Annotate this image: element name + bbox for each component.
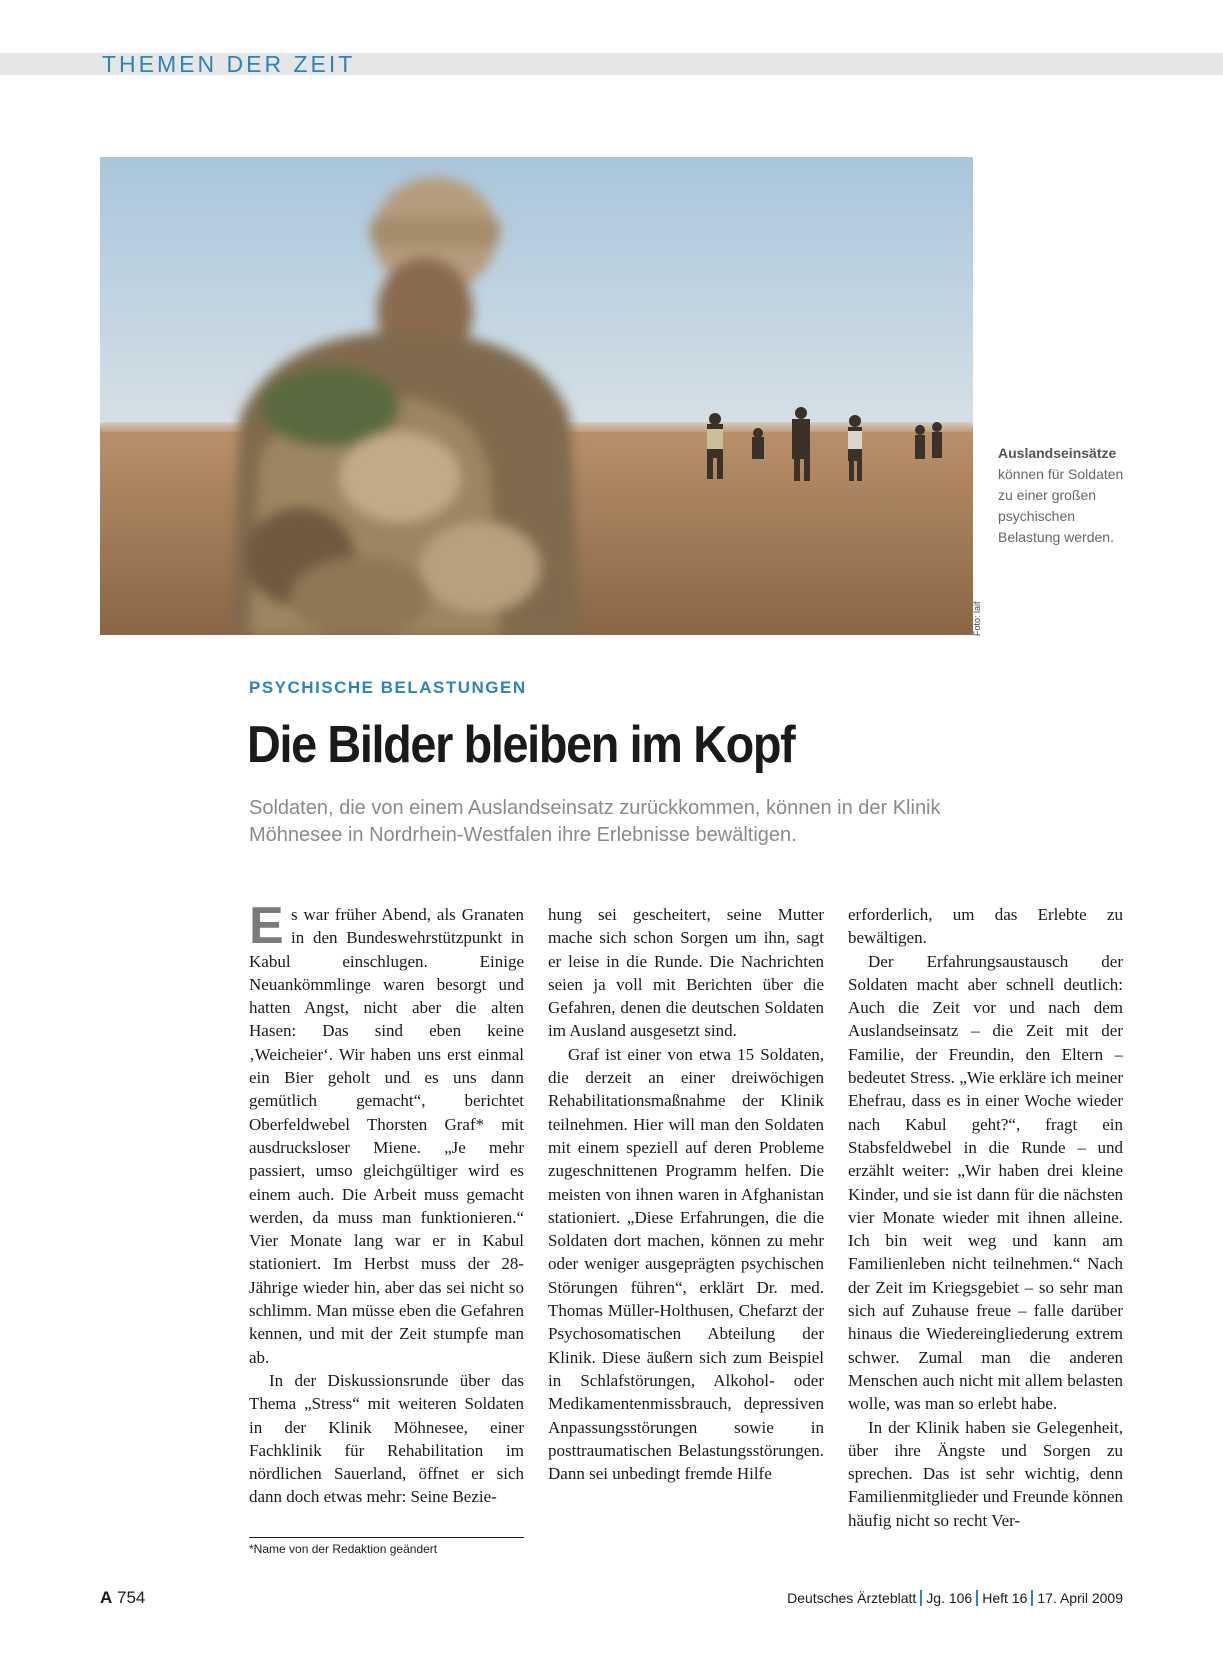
page-number: [100, 1588, 145, 1608]
footnote: *Name von der Redaktion geändert: [249, 1542, 438, 1556]
text-column-3: [848, 903, 1123, 1532]
section-label: THEMEN DER ZEIT: [102, 51, 356, 77]
page-prefix: A: [100, 1588, 113, 1607]
separator: [920, 1590, 922, 1606]
paragraph-text: s war früher Abend, als Granaten in den Bundeswehrstützpunkt in Kabul einschlugen. Einige Neuankömmlinge waren besorgt und hatten Angst, nicht aber die alten Hasen: Das sind eben keine ‚Weicheier‘. Wir haben uns erst einmal ein Bier geholt und es uns dann gemütlich gemacht“, berichtet Oberfeldwebel Thorsten Graf* mit ausdrucksloser Miene. „Je mehr passiert, umso gleichgültiger wird es einem auch. Die Arbeit muss gemacht werden, da muss man funktionieren.“ Vier Monate lang war er in Kabul stationiert. Im Herbst muss der 28-Jährige wieder hin, aber das sei nicht so schlimm. Man müsse eben die Gefahren kennen, und mit der Zeit stumpfe man ab.: [249, 905, 524, 1367]
volume: Jg. 106: [926, 1590, 973, 1606]
photo-credit: Foto: laif: [972, 601, 982, 636]
photo-caption: [998, 443, 1133, 548]
footer-info: [787, 1590, 1123, 1606]
text-column-2: [548, 903, 824, 1485]
paragraph: [249, 897, 524, 1369]
article-kicker: PSYCHISCHE BELASTUNGEN: [249, 678, 527, 697]
article-headline: Die Bilder bleiben im Kopf: [247, 716, 795, 774]
article-lede: Soldaten, die von einem Auslandseinsatz zurückkommen, können in der Klinik Möhnesee in Nordrhein-Westfalen ihre Erlebnisse bewältigen.: [249, 797, 941, 846]
paragraph: hung sei gescheitert, seine Mutter mache sich schon Sorgen um ihn, sagt er leise in die Runde. Die Nachrichten seien ja voll mit Berichten über die Gefahren, denen die deutschen Soldaten im Ausland ausgesetzt sind.: [548, 905, 824, 1041]
article-photo: [100, 157, 973, 635]
footnote-divider: [249, 1537, 524, 1538]
page-number-value: 754: [117, 1588, 146, 1607]
paragraph: Der Erfahrungsaustausch der Soldaten macht aber schnell deutlich: Auch die Zeit vor und nach dem Auslandseinsatz – die Zeit mit der Familie, der Freundin, den Eltern – bedeutet Stress. „Wie erkläre ich meiner Ehefrau, dass es in einer Woche wieder nach Kabul geht?“, fragt ein Stabsfeldwebel in die Runde – und erzählt weiter: „Wir haben drei kleine Kinder, und sie ist dann für die nächsten vier Monate wieder mit ihnen alleine. Ich bin weit weg und kann am Familienleben nicht teilnehmen.“ Nach der Zeit im Kriegsgebiet – so sehr man sich auf Zuhause freue – falle darüber hinaus die Wiedereingliederung extrem schwer. Zumal man die anderen Menschen auch nicht mit allem belasten wolle, was man so erlebt habe.: [848, 951, 1123, 1414]
paragraph: erforderlich, um das Erlebte zu bewältigen.: [848, 905, 1123, 948]
paragraph: In der Klinik haben sie Gelegenheit, über ihre Ängste und Sorgen zu sprechen. Das ist sehr wichtig, denn Familienmitglieder und Freunde können häufig nicht so recht Ver-: [848, 1417, 1123, 1530]
issue: Heft 16: [982, 1590, 1028, 1606]
journal-name: Deutsches Ärzteblatt: [787, 1590, 917, 1606]
separator: [1031, 1590, 1033, 1606]
text-column-1: [249, 897, 524, 1509]
drop-cap: E: [249, 897, 284, 955]
caption-title: Auslandseinsätze: [998, 445, 1117, 461]
paragraph: Graf ist einer von etwa 15 Soldaten, die derzeit an einer dreiwöchigen Rehabilitationsmaßnahme der Klinik teilnehmen. Hier will man den Soldaten mit einem speziell auf deren Probleme zugeschnittenen Programm helfen. Die meisten von ihnen waren in Afghanistan stationiert. „Diese Erfahrungen, die die Soldaten dort machen, können zu mehr oder weniger ausgeprägten psychischen Störungen führen“, erklärt Dr. med. Thomas Müller-Holthusen, Chefarzt der Psychosomatischen Abteilung der Klinik. Diese äußern sich zum Beispiel in Schlafstörungen, Alkohol- oder Medikamentenmissbrauch, depressiven Anpassungsstörungen sowie in posttraumatischen Belastungsstörungen. Dann sei unbedingt fremde Hilfe: [548, 1044, 824, 1484]
issue-date: 17. April 2009: [1037, 1590, 1123, 1606]
separator: [976, 1590, 978, 1606]
photo-illustration: [100, 157, 973, 635]
caption-text: können für Soldaten zu einer großen psychischen Belastung werden.: [998, 466, 1124, 545]
paragraph: In der Diskussionsrunde über das Thema „Stress“ mit weiteren Soldaten in der Klinik Möhnesee, einer Fachklinik für Rehabilitation im nördlichen Sauerland, öffnet er sich dann doch etwas mehr: Seine Bezie-: [249, 1370, 524, 1507]
